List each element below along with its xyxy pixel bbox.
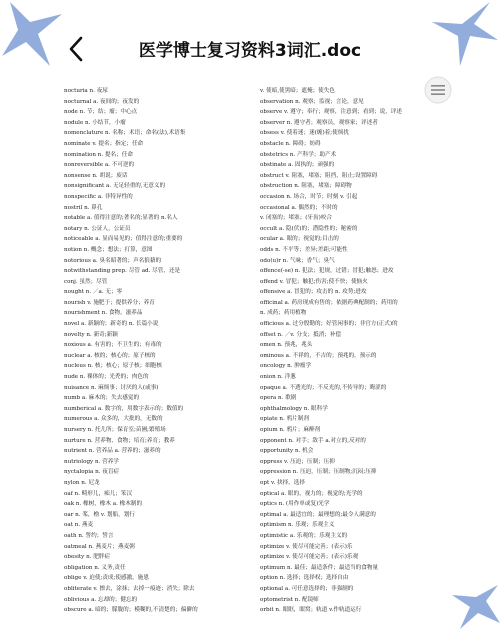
vocab-entry: nucleus n. 核；核心；原子核；细胞核 [64, 363, 162, 370]
vocab-entry: observation n. 观察；监视；言论，意见 [260, 98, 364, 105]
vocab-entry: nude n. 裸体的；光秃的；肉色的 [64, 374, 149, 381]
vocab-entry: ophthalmology n. 眼科学 [260, 405, 328, 412]
vocab-entry: nonsense n. 胡说；废话 [64, 172, 128, 179]
vocab-entry: opium n. 鸦片；麻醉剂 [260, 427, 321, 433]
vocab-entry: nocturnal a. 夜间的；夜发的 [64, 98, 140, 105]
vocab-entry: officinal a. 药房现成有售的；依据药典配制的；药用的 [260, 299, 398, 306]
vocab-entry: node n. 节；结；瘤；中心点 [64, 109, 138, 116]
vocab-entry: optimize v. 使尽可能完善；(表示)乐观 [260, 554, 359, 561]
vocab-entry: opiate n. 鸦片制剂 [260, 416, 309, 423]
vocab-entry: observer n. 遵守者；观察员，观察家；评述者 [260, 119, 378, 126]
vocab-entry: nurture n. 营养物，食物；培育;养育；教养 [64, 437, 175, 444]
vocab-entry: nonsignificant a. 无足轻重的,无意义的 [64, 183, 166, 190]
vocab-entry: obstacle n. 障碍；妨碍 [260, 140, 321, 147]
page-title: 医学博士复习资料3词汇.doc [138, 41, 362, 61]
vocab-entry: nominate v. 提名；指定；任命 [64, 140, 144, 147]
vocab-entry: obstinate a. 固执的；顽强的 [260, 162, 335, 169]
star-icon [440, 579, 500, 629]
vocab-entry: novel a. 新颖的；新奇的 n. 长篇小说 [64, 321, 159, 328]
vocab-entry: oppress v. 压迫；压制；压抑 [260, 458, 335, 465]
vocab-entry: obsess v. 使着迷；迷(缠)着;使烦扰 [260, 130, 349, 137]
vocab-entry: nonreversible a. 不可逆的 [64, 162, 135, 169]
vocab-entry: offset n. ／v. 分支；抵消；补偿 [260, 331, 342, 338]
vocab-entry: obstruct v. 阻塞，堵塞；阻挡，阻止;设置障碍 [260, 172, 378, 179]
vocab-entry: oar n. 桨，橹 v. 划船，划行 [64, 511, 135, 518]
vocab-entry: numerous a. 众多的，大批的，无数的 [64, 416, 163, 423]
header-bar [0, 30, 500, 70]
vocab-entry: obesity n. 肥胖症 [64, 554, 111, 561]
vocab-entry: oat n. 燕麦 [64, 522, 94, 529]
vocab-entry: nyctalopia n. 夜盲症 [64, 469, 120, 476]
vocab-entry: n. 成药；药用植物 [260, 310, 307, 317]
vocab-entry: omen n. 预兆，兆头 [260, 342, 313, 349]
vocab-entry: occult a. 隐(伏)的；潜隐性的；秘密的 [260, 225, 358, 232]
vocab-entry: obstetrics n. 产科学；助产术 [260, 151, 337, 158]
vocab-entry: optional a. 可任意选择的；非强制的 [260, 585, 354, 592]
vocab-entry: option n. 选择；选择权；选择自由 [260, 575, 349, 582]
vocab-entry: ocular a. 眼的；视觉的;目击的 [260, 236, 339, 243]
vocab-entry: novelty n. 新奇;新颖 [64, 331, 118, 338]
vocab-entry: nostril n. 鼻孔 [64, 204, 103, 211]
vocab-entry: opponent n. 对手；敌手 a.对立的,反对的 [260, 437, 366, 444]
vocab-entry: obligation n. 义务,责任 [64, 564, 126, 571]
vocab-entry: oncology n. 肿瘤学 [260, 363, 312, 370]
vocab-entry: numberical a. 数字的，用数字表示的；数值的 [64, 405, 184, 412]
vocab-entry: noticeable a. 显而易见的；值得注意的;重要的 [64, 236, 183, 243]
vocab-entry: offensive a. 冒犯的；攻击的 n. 攻势;进攻 [260, 289, 367, 296]
vocab-entry: nodule n. 小结节，小瘤 [64, 119, 126, 126]
vocab-entry: nuisance n. 麻烦事；讨厌的人(或事) [64, 384, 159, 391]
vocab-entry: nourish v. 施肥于；提供养分；养育 [64, 299, 155, 306]
vocab-entry: notwithstanding prep. 尽管 ad. 尽管，还是 [64, 268, 181, 275]
vocab-entry: notable a. 值得注意的;著名的;显著的 n.名人 [64, 215, 178, 222]
vocab-entry: nought n. ／a. 无；零 [64, 289, 123, 296]
vocab-entry: offence(-se) n. 犯法；犯规，过错；冒犯;触怒；进攻 [260, 268, 394, 275]
vocab-entry: optical a. 眼的，视力的；视觉的;光学的 [260, 490, 363, 497]
vocab-entry: optimum n. 最佳；最适条件；最适当的食物量 [260, 564, 379, 571]
vocab-entry: obscure a. 暗的；朦胧的；模糊的,不清楚的；偏僻的 [64, 607, 198, 614]
vocab-entry: nutrient n. 营养品 a. 营养的；滋养的 [64, 448, 161, 455]
vocab-entry: odds n. 不平等；差异;差距;可能性 [260, 246, 348, 253]
vocab-entry: conj. 虽然；尽管 [64, 278, 108, 285]
vocab-entry: optimize v. 使尽可能完善；(表示)乐 [260, 543, 353, 550]
vocab-entry: oaf n. 畸形儿，痴儿；笨汉 [64, 490, 133, 497]
vocab-entry: optics n. (用作单或复)光学 [260, 501, 330, 508]
vocab-entry: nomenclature n. 名称；术语；命名(法),术语集 [64, 130, 186, 137]
vocab-entry: ominous a. 不祥的，不吉的；预兆的，预示的 [260, 352, 377, 359]
document-page [64, 86, 444, 629]
vocab-entry: nourishment n. 食物，滋养品 [64, 310, 143, 317]
vocab-entry: nutriology n. 营养学 [64, 458, 119, 465]
vocab-entry: opera n. 歌剧 [260, 395, 297, 402]
vocab-entry: oath n. 誓约；誓言 [64, 532, 114, 539]
left-column [64, 86, 254, 616]
vocab-entry: nocturia n. 夜尿 [64, 88, 108, 94]
vocab-entry: nuclear a. 核的；核心的；原子核的 [64, 352, 156, 359]
vocab-entry: opt v. 抉择，选择 [260, 479, 305, 486]
vocab-entry: onion n. 洋葱 [260, 374, 296, 381]
vocab-entry: optimal a. 最适宜的；最理想的;最令人满意的 [260, 511, 376, 518]
vocab-entry: officious a. 过分殷勤的；好管闲事的；非官方(正式)的 [260, 321, 398, 328]
vocab-entry: noxious a. 有害的；不卫生的；有毒的 [64, 342, 162, 349]
vocab-entry: nylon n. 尼龙 [64, 479, 100, 486]
vocab-entry: opaque a. 不透光的；不反光的,不传导的；晦涩的 [260, 384, 387, 391]
vocab-entry: optimistic a. 乐观的；乐观主义的 [260, 532, 348, 539]
vocab-entry: oblige v. 迫使;责成;使感激，施恩 [64, 575, 149, 582]
vocab-entry: obliterate v. 擦去，涂抹；去掉一痕迹；消失；除去 [64, 585, 195, 592]
vocab-entry: oppression n. 压迫，压制；压制物;沉闷;压抑 [260, 469, 377, 476]
vocab-entry: occasion n. 场合，时节；时刻 v. 引起 [260, 193, 358, 200]
vocab-entry: nursery n. 托儿所；保育室;苗圃;繁殖场 [64, 427, 166, 433]
vocab-entry: occasional a. 偶然的；不时的 [260, 204, 338, 211]
vocab-entry: nomination n. 提名；任命 [64, 151, 133, 158]
vocab-entry: oak n. 橡树，橡木 a. 橡木制的 [64, 501, 143, 508]
vocab-entry: offend v. 冒犯；触犯;伤害;使不快；使恼火 [260, 278, 368, 285]
vocab-entry: v. 闭塞的；堵塞；(牙齿)咬合 [260, 215, 332, 222]
vocab-entry: numb a. 麻木的；失去感觉的 [64, 395, 140, 402]
right-column [260, 86, 444, 616]
vocab-entry: nonspecific a. 非特异性的 [64, 193, 133, 200]
vocab-entry: opportunity n. 机会 [260, 448, 314, 455]
vocab-entry: notorious a. 臭名昭著的；声名狼藉的 [64, 257, 162, 264]
vocab-entry: observe v. 遵守；奉行；观察，注意到；看到；说，评述 [260, 109, 402, 116]
vocab-entry: obstruction n. 阻塞，堵塞；障碍物 [260, 183, 352, 190]
vocab-entry: v. 使暗,使黑暗；遮掩；使失色 [260, 88, 335, 94]
vocab-entry: notary n. 公证人，公证员 [64, 225, 131, 232]
vocab-entry: optimism n. 乐观；乐观主义 [260, 522, 335, 529]
vocab-entry: oatmeal n. 燕麦片；燕麦粥 [64, 543, 135, 550]
vocab-entry: notion n. 概念；想法；打算，意图 [64, 246, 153, 253]
vocab-entry: orbit n. 眼眶，眼窝；轨道 v.作轨道运行 [260, 607, 362, 614]
vocab-entry: odo(u)r n. 气味；香气；臭气 [260, 257, 335, 264]
vocab-entry: oblivious a. 忘却的；健忘的 [64, 596, 138, 603]
vocab-entry: optometrist n. 配镜师 [260, 596, 319, 603]
